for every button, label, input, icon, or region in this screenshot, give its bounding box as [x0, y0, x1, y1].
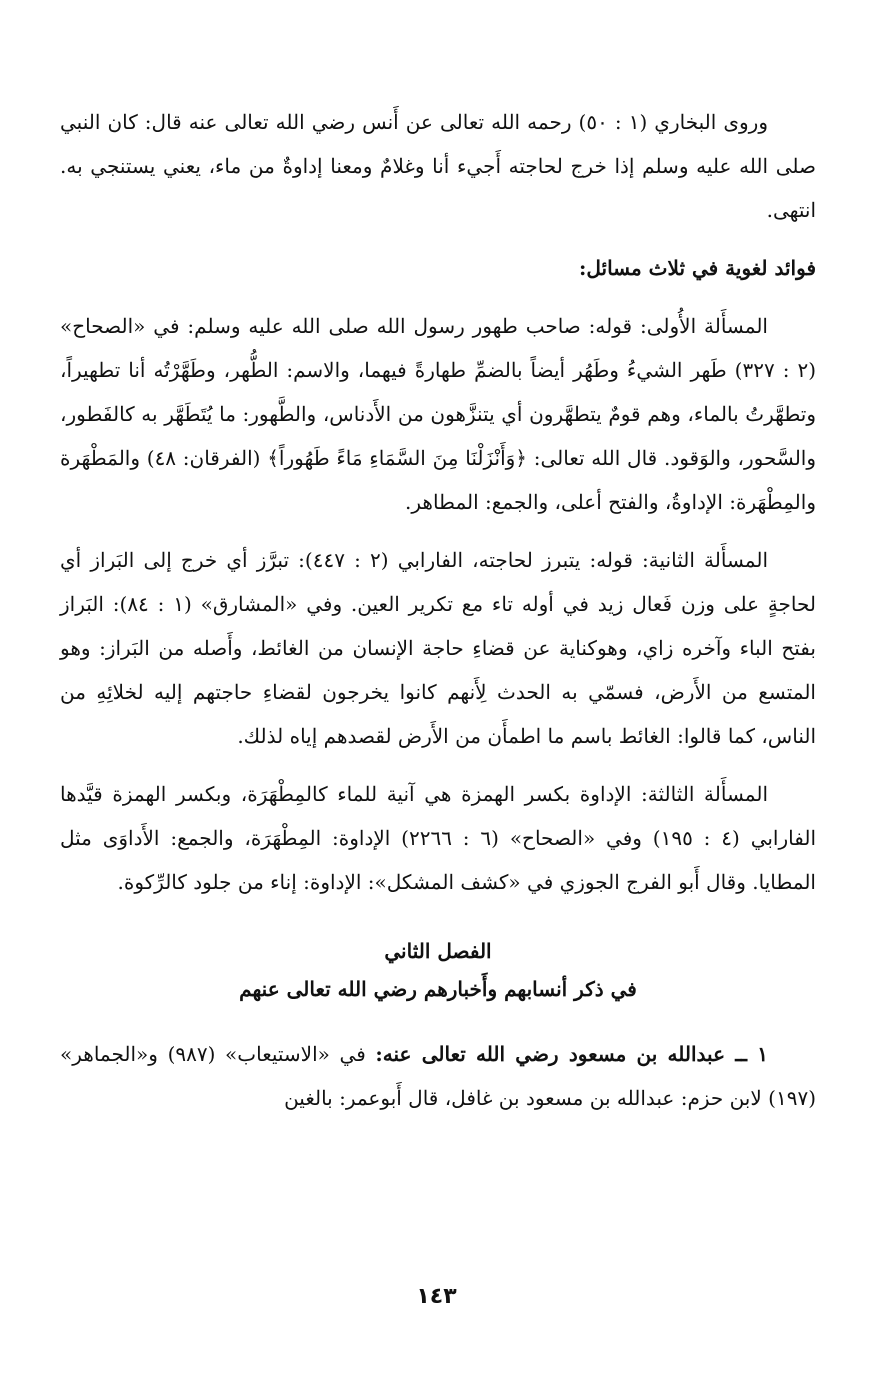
chapter-subtitle: في ذكر أنسابهم وأَخبارهم رضي الله تعالى عنهم: [239, 977, 637, 1001]
page-body: [60, 100, 816, 1120]
section-heading-linguistic-notes: فوائد لغوية في ثلاث مسائل:: [578, 256, 816, 280]
paragraph-third-issue: المسأَلة الثالثة: الإداوة بكسر الهمزة هي آنية للماء كالمِطْهَرَة، وبكسر الهمزة قيَّدها الفارابي (٤ : ١٩٥) وفي «الصحاح» (٦ : ٢٢٦٦) الإداوة: المِطْهَرَة، والجمع: الأَداوَى مثل المطايا. وقال أَبو الفرج الجوزي في «كشف المشكل»: الإداوة: إناء من جلود كالرِّكوة.: [60, 782, 817, 894]
page-number: ١٤٣: [416, 1284, 457, 1309]
chapter-heading: [60, 932, 816, 1008]
entry-text: في «الاستيعاب» (٩٨٧) و«الجماهر» (١٩٧) لابن حزم: عبدالله بن مسعود بن غافل، قال أَبوعمر: بالغين: [60, 1042, 816, 1110]
paragraph-first-issue: المسأَلة الأُولى: قوله: صاحب طهور رسول الله صلى الله عليه وسلم: في «الصحاح» (٢ : ٣٢٧) طَهر الشيءُ وطَهُر أيضاً بالضمِّ طهارةً فيهما، والاسم: الطُّهر، وطَهَّرْتُه أنا تطهيراً، وتطهَّرتُ بالماء، وهم قومٌ يتطهَّرون أي يتنزَّهون من الأَدناس، والطَّهور: ما يُتَطَهَّر به كالفَطور، والسَّحور، والوَقود. قال الله تعالى: ﴿وَأَنْزَلْنَا مِنَ السَّمَاءِ مَاءً طَهُوراً﴾ (الفرقان: ٤٨) والمَطْهَرة والمِطْهَرة: الإداوةُ، والفتح أعلى، والجمع: المطاهر.: [60, 314, 817, 514]
entry-abdullah-ibn-masud: [60, 1032, 816, 1120]
entry-lead: ١ ــ عبدالله بن مسعود رضي الله تعالى عنه:: [375, 1042, 768, 1066]
paragraph-second-issue: المسأَلة الثانية: قوله: يتبرز لحاجته، الفارابي (٢ : ٤٤٧): تبرَّز أي خرج إلى البَراز أي لحاجةٍ على وزن فَعال زيد في أوله تاء مع تكرير العين. وفي «المشارق» (١ : ٨٤): البَراز بفتح الباء وآخره زاي، وهوكناية عن قضاءِ حاجة الإنسان من الغائط، وأَصله من البَراز: وهو المتسع من الأَرض، فسمّي به الحدث لِأَنهم كانوا يخرجون لقضاءِ حاجتهم إليه لخلائِهِ من الناس، كما قالوا: الغائط باسم ما اطمأَن من الأَرض لقصدهم إياه لذلك.: [60, 548, 817, 748]
chapter-title: الفصل الثاني: [384, 939, 492, 963]
paragraph-bukhari-narration: وروى البخاري (١ : ٥٠) رحمه الله تعالى عن أَنس رضي الله تعالى عنه قال: كان النبي صلى الله عليه وسلم إذا خرج لحاجته أَجيء أنا وغلامٌ ومعنا إداوةٌ من ماء، يعني يستنجي به. انتهى.: [60, 110, 816, 222]
